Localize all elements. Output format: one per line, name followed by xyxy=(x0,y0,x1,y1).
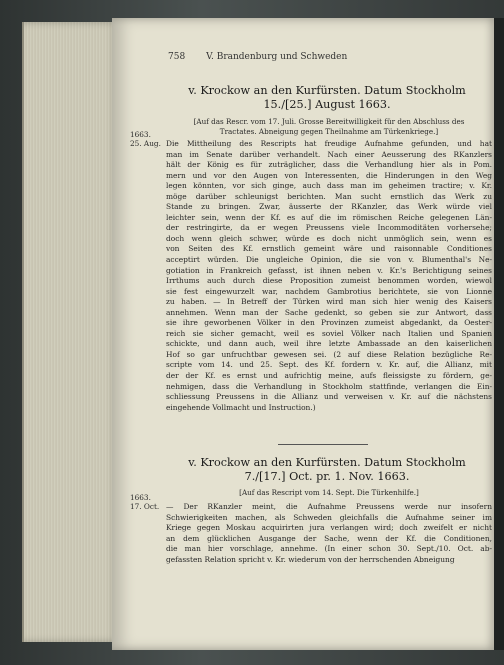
text-line: die man hier vorschlage, annehme. (In einer schon 30. Sept./10. Oct. ab- xyxy=(166,544,492,554)
book-page-edges xyxy=(22,22,120,642)
text-line: Kriege gegen Moskau acquirirten jura verlangen wird; doch zweifelt er nicht xyxy=(166,523,492,533)
text-line: — Der RKanzler meint, die Aufnahme Preussens werde nur insofern xyxy=(166,502,492,511)
text-line: möge darüber schleunigst berichten. Man sucht ernstlich das Werk zu xyxy=(166,191,492,201)
text-line: der restringirte, da er wegen Preussens viele Incommoditäten vorhersehe; xyxy=(166,223,492,233)
text-line: sie ihre geworbenen Völker in den Provinzen zumeist abgedankt, da Oester- xyxy=(166,318,492,328)
text-line: Irrthums auch durch diese Proposition zumeist benommen worden, wiewol xyxy=(166,276,492,286)
letter1-title-line1: v. Krockow an den Kurfürsten. Datum Stockholm xyxy=(188,84,466,97)
text-line: gotiation in Frankreich gefasst, ist ihnen neben v. Kr.'s Berichtigung seines xyxy=(166,265,492,275)
text-line: sie fest eingewurzelt war, nachdem Gambrotius berichtete, sie von Lionne xyxy=(166,286,492,296)
letter2-margin-year: 1663. xyxy=(130,493,151,502)
text-line: gefassten Relation spricht v. Kr. wiederum von der herrschenden Abneigung xyxy=(166,554,455,564)
text-line: Hof so gar unfruchtbar gewesen sei. (2 auf diese Relation bezügliche Re- xyxy=(166,349,492,359)
text-line: scripte vom 14. und 25. Sept. des Kf. fordern v. Kr. auf, die Allianz, mit xyxy=(166,360,492,370)
running-title: V. Brandenburg und Schweden xyxy=(206,52,348,62)
text-line: doch wenn gleich schwer, würde es doch nicht unmöglich sein, wenn es xyxy=(166,233,492,243)
letter2-summary-line1: [Auf das Rescript vom 14. Sept. Die Türkenhilfe.] xyxy=(239,488,419,497)
section-divider xyxy=(278,444,368,445)
letter1-margin-date: 25. Aug. xyxy=(130,139,161,148)
book-page xyxy=(112,18,494,650)
text-line: eingehende Vollmacht und Instruction.) xyxy=(166,402,316,412)
letter1-summary-line1: [Auf das Rescr. vom 17. Juli. Grosse Bereitwilligkeit für den Abschluss des xyxy=(193,117,465,126)
page-header xyxy=(168,52,347,62)
text-line: mern und vor den Augen von Interessenten, die Hinderungen in den Weg xyxy=(166,170,492,180)
letter2-body xyxy=(166,502,492,565)
text-line: leichter sein, wenn der Kf. es auf die im römischen Reiche gelegenen Län- xyxy=(166,212,492,222)
letter1-margin-year: 1663. xyxy=(130,130,151,139)
text-line: der der Kf. es ernst und aufrichtig meine, aufs fleissigste zu fördern, ge- xyxy=(166,371,492,381)
text-line: legen könnten, vor sich ginge, auch dass man im geheimen tractire; v. Kr. xyxy=(166,181,492,191)
text-line: Schwierigkeiten machen, als Schweden gleichfalls die Aufnahme seiner im xyxy=(166,512,492,522)
text-line: schliessung Preussens in die Allianz und verweisen v. Kr. auf die nächstens xyxy=(166,392,492,402)
text-line: von Seiten des Kf. ernstlich gemeint wäre und raisonnable Conditiones xyxy=(166,244,492,254)
page-number: 758 xyxy=(168,52,186,62)
letter1-body xyxy=(166,139,492,413)
text-line: acceptirt würden. Die ungleiche Opinion, die sie von v. Blumenthal's Ne- xyxy=(166,255,492,265)
text-line: Stande zu bringen. Zwar, äusserte der RKanzler, das Werk würde viel xyxy=(166,202,492,212)
text-line: hält der König es für zuträglicher, dass die Verhandlung hier als in Pom. xyxy=(166,160,492,170)
right-edge-shadow xyxy=(494,18,504,650)
text-line: Die Mittheilung des Rescripts hat freudige Aufnahme gefunden, und hat xyxy=(166,139,492,148)
text-line: reich sie sicher gemacht, weil es soviel Völker nach Italien und Spanien xyxy=(166,328,492,338)
letter2-title-line1: v. Krockow an den Kurfürsten. Datum Stockholm xyxy=(188,456,466,469)
letter1-summary-line2: Tractates. Abneigung gegen Theilnahme am Türkenkriege.] xyxy=(219,127,439,136)
letter2-margin-date: 17. Oct. xyxy=(130,502,160,511)
letter1-title-line2: 15./[25.] August 1663. xyxy=(263,98,391,111)
letter2-title-line2: 7./[17.] Oct. pr. 1. Nov. 1663. xyxy=(244,470,410,483)
text-line: annehmen. Wenn man der Sache gedenkt, so geben sie zur Antwort, dass xyxy=(166,307,492,317)
text-line: man im Senate darüber verhandelt. Nach einer Aeusserung des RKanzlers xyxy=(166,149,492,159)
text-line: nehmigen, dass die Verhandlung in Stockholm stattfinde, verlangen die Ein- xyxy=(166,381,492,391)
text-line: zu haben. — In Betreff der Türken wird man sich hier wenig des Kaisers xyxy=(166,297,492,307)
text-line: an dem glücklichen Ausgange der Sache, wenn der Kf. die Conditionen, xyxy=(166,533,492,543)
text-line: schickte, und dann auch, weil ihre letzte Ambassade an den kaiserlichen xyxy=(166,339,492,349)
